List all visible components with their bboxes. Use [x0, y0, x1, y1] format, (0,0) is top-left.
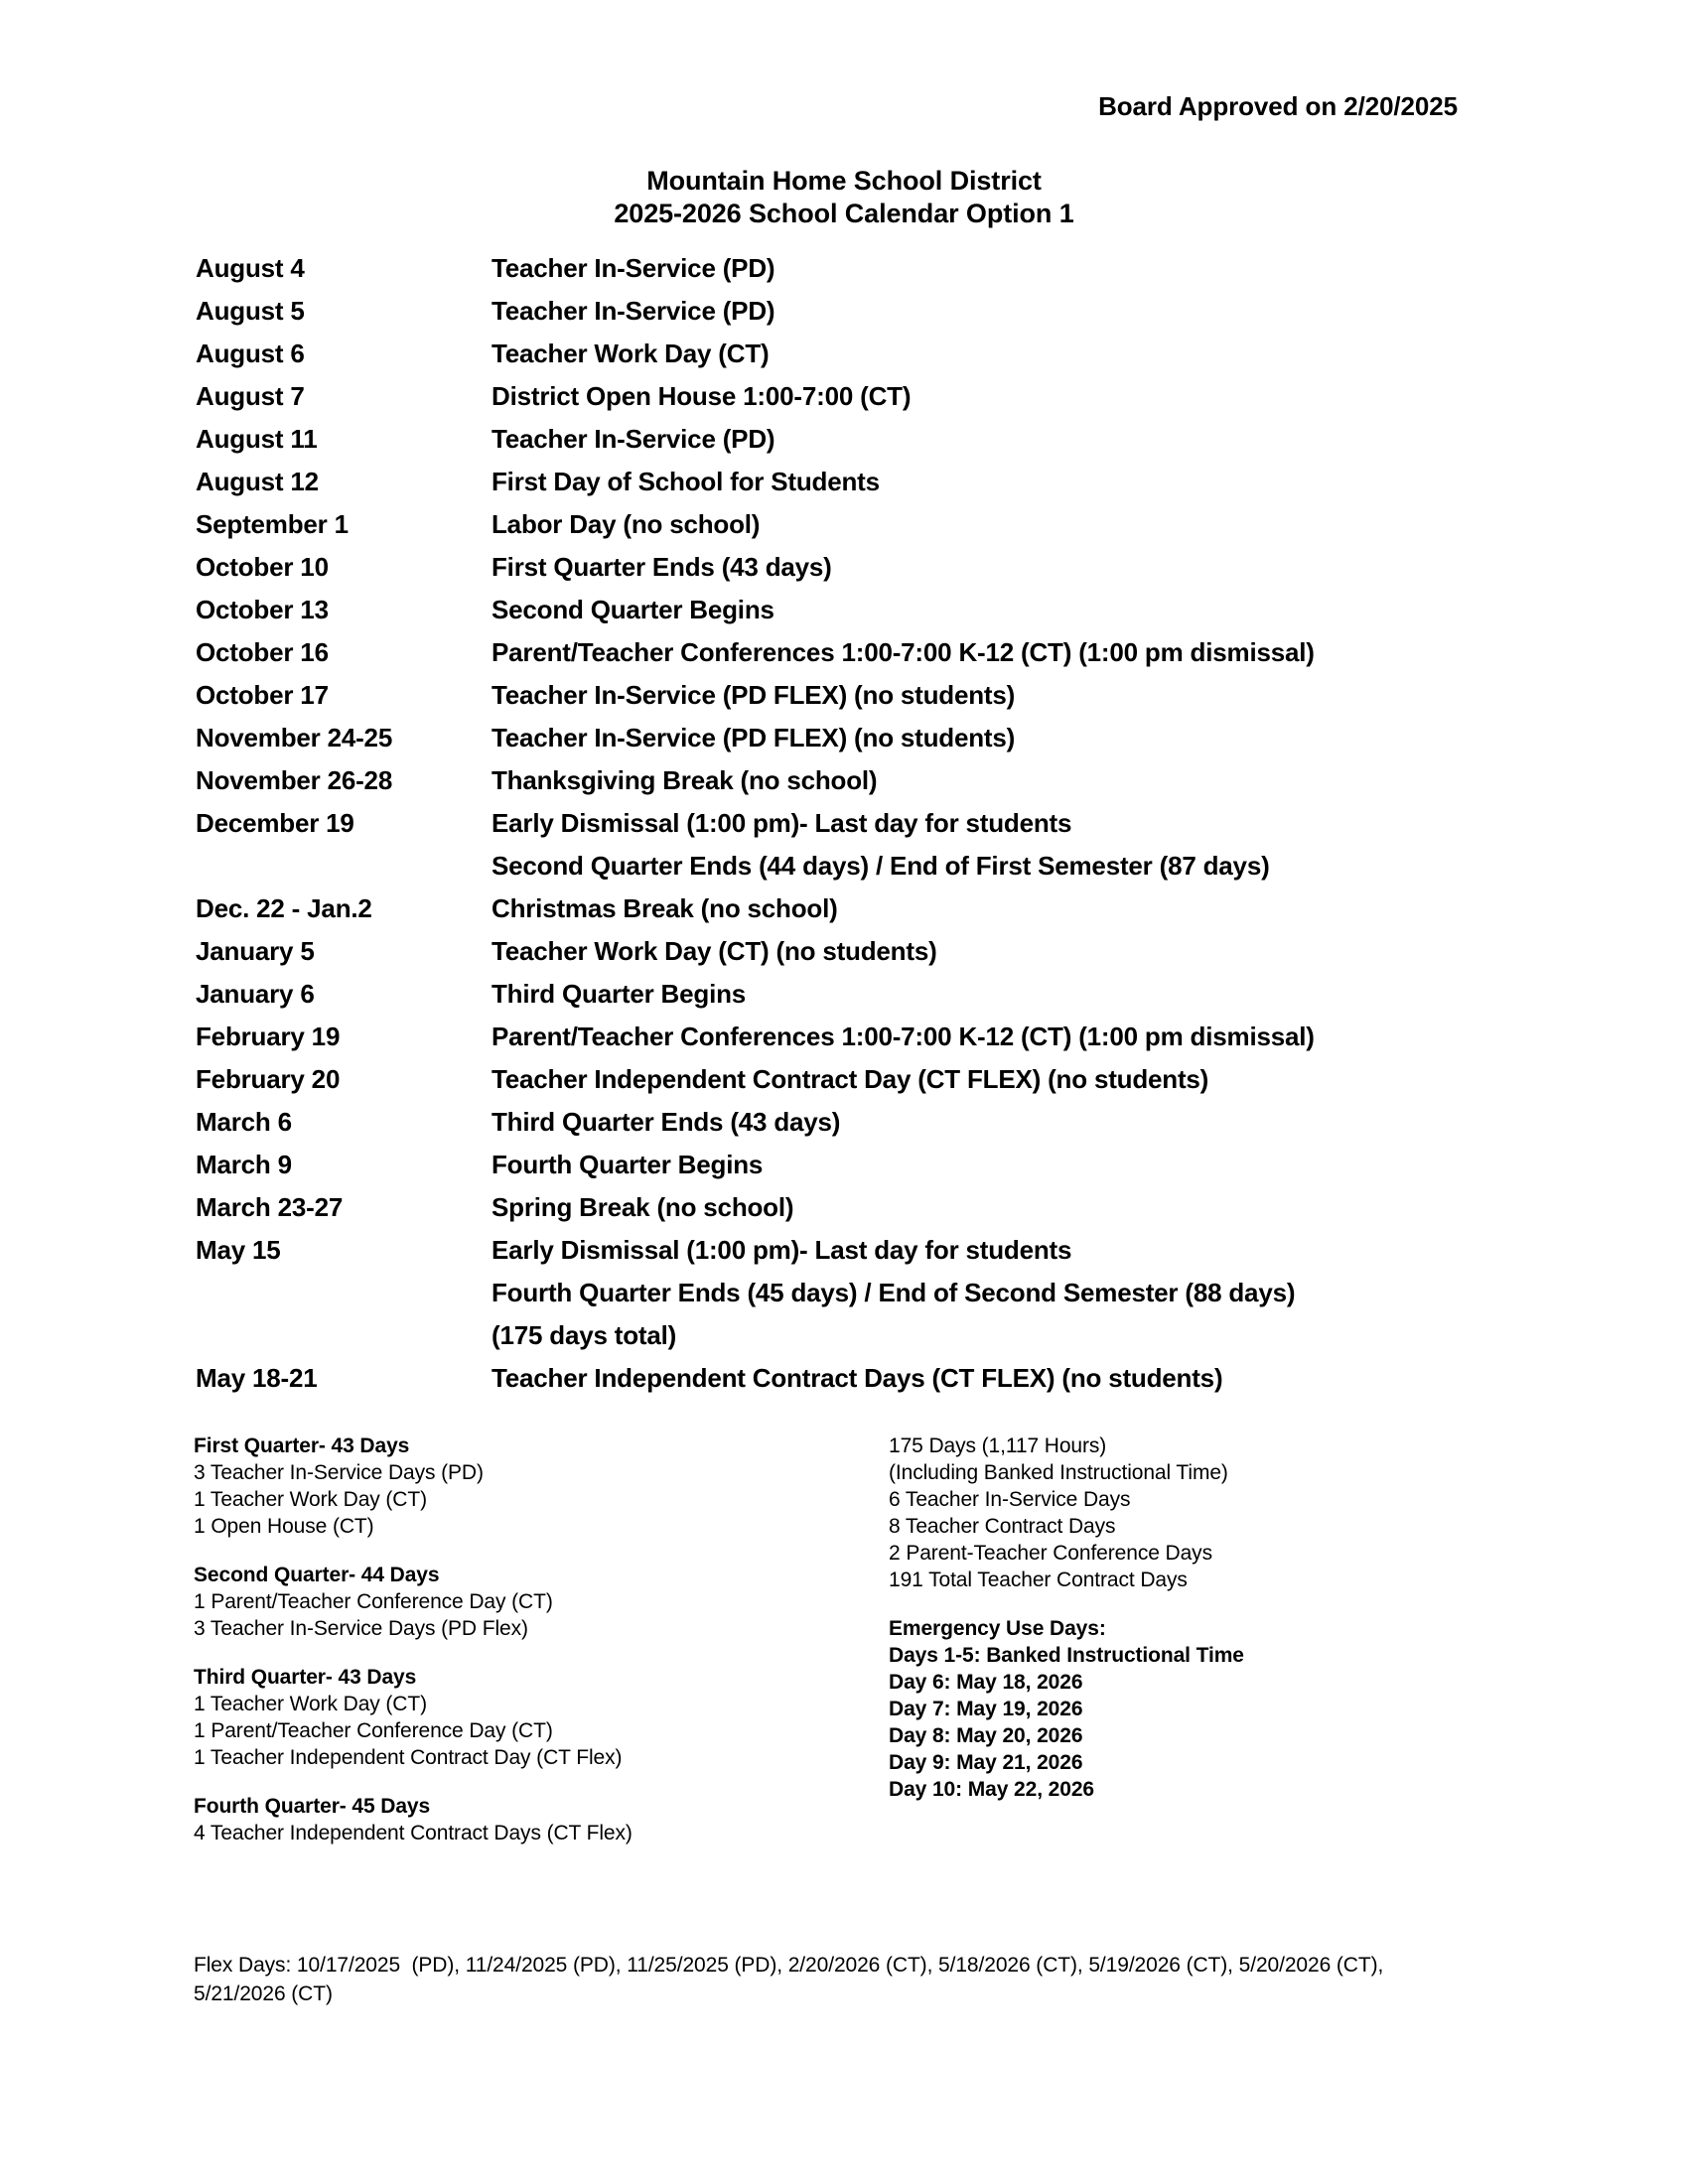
contract-totals-line: 6 Teacher In-Service Days [889, 1488, 1131, 1511]
quarter-summary-line: 1 Parent/Teacher Conference Day (CT) [194, 1719, 553, 1742]
calendar-row [196, 973, 1486, 1016]
emergency-use-days-line: Day 9: May 21, 2026 [889, 1751, 1083, 1774]
quarter-summary-group [194, 1793, 849, 1846]
document-title-block [0, 165, 1688, 230]
calendar-row-description [492, 887, 1486, 930]
contract-totals-line: 175 Days (1,117 Hours) [889, 1434, 1107, 1457]
calendar-description-line: Parent/Teacher Conferences 1:00-7:00 K-12 (CT) (1:00 pm dismissal) [492, 637, 1315, 667]
calendar-row-description [492, 717, 1486, 759]
calendar-description-line: Spring Break (no school) [492, 1192, 794, 1222]
contract-totals-line: (Including Banked Instructional Time) [889, 1461, 1228, 1484]
calendar-row-date: March 6 [196, 1107, 292, 1137]
calendar-row-description [492, 930, 1486, 973]
calendar-description-line: Labor Day (no school) [492, 509, 761, 539]
calendar-description-line: Thanksgiving Break (no school) [492, 765, 878, 795]
calendar-row-date: February 20 [196, 1064, 341, 1094]
calendar-row [196, 1016, 1486, 1058]
calendar-row-description [492, 973, 1486, 1016]
calendar-description-line: (175 days total) [492, 1320, 677, 1350]
quarter-summary-group [194, 1433, 849, 1540]
calendar-row-date: August 12 [196, 467, 319, 496]
calendar-description-line: Second Quarter Begins [492, 595, 774, 624]
calendar-description-line: Teacher Independent Contract Day (CT FLEX) (no students) [492, 1064, 1209, 1094]
contract-totals-line: 191 Total Teacher Contract Days [889, 1569, 1188, 1591]
calendar-row-description [492, 1186, 1486, 1229]
calendar-row-description [492, 802, 1486, 887]
calendar-row [196, 717, 1486, 759]
quarter-summary-line: 1 Parent/Teacher Conference Day (CT) [194, 1590, 553, 1613]
calendar-row-description [492, 1144, 1486, 1186]
emergency-use-days-line: Day 6: May 18, 2026 [889, 1671, 1083, 1694]
calendar-row-description [492, 1357, 1486, 1400]
calendar-row-description [492, 1058, 1486, 1101]
calendar-row-date: October 10 [196, 552, 329, 582]
calendar-row [196, 887, 1486, 930]
calendar-description-line: Parent/Teacher Conferences 1:00-7:00 K-12 (CT) (1:00 pm dismissal) [492, 1022, 1315, 1051]
calendar-description-line: Teacher In-Service (PD FLEX) (no students) [492, 723, 1016, 752]
calendar-row [196, 418, 1486, 461]
calendar-description-line: District Open House 1:00-7:00 (CT) [492, 381, 912, 411]
calendar-row-date: September 1 [196, 509, 349, 539]
quarter-summary-line: 1 Teacher Work Day (CT) [194, 1488, 427, 1511]
flex-days-footnote: Flex Days: 10/17/2025 (PD), 11/24/2025 (PD), 11/25/2025 (PD), 2/20/2026 (CT), 5/18/2026 (CT), 5/19/2026 (CT), 5/20/2026 (CT), 5/21/2026 (CT) [194, 1954, 1389, 2005]
emergency-use-days-line: Day 7: May 19, 2026 [889, 1698, 1083, 1720]
calendar-row-description [492, 1229, 1486, 1357]
calendar-description-line: First Quarter Ends (43 days) [492, 552, 832, 582]
calendar-row [196, 1229, 1486, 1357]
calendar-row [196, 247, 1486, 290]
calendar-row [196, 930, 1486, 973]
calendar-description-line: Teacher In-Service (PD) [492, 296, 775, 326]
calendar-row-description [492, 1016, 1486, 1058]
calendar-description-line: Teacher Work Day (CT) (no students) [492, 936, 937, 966]
calendar-description-line: Teacher Work Day (CT) [492, 339, 770, 368]
calendar-description-line: Christmas Break (no school) [492, 893, 838, 923]
quarter-summary-heading: Second Quarter- 44 Days [194, 1564, 440, 1586]
calendar-row-description [492, 1101, 1486, 1144]
calendar-row-description [492, 247, 1486, 290]
calendar-description-line: Fourth Quarter Ends (45 days) / End of Second Semester (88 days) [492, 1278, 1296, 1307]
calendar-row-date: March 9 [196, 1150, 292, 1179]
calendar-description-line: Teacher Independent Contract Days (CT FLEX) (no students) [492, 1363, 1223, 1393]
calendar-row-date: January 6 [196, 979, 315, 1009]
calendar-row [196, 333, 1486, 375]
calendar-row-date: Dec. 22 - Jan.2 [196, 893, 372, 923]
calendar-row-description [492, 759, 1486, 802]
emergency-use-days-line: Day 10: May 22, 2026 [889, 1778, 1094, 1801]
calendar-description-line: Third Quarter Ends (43 days) [492, 1107, 841, 1137]
calendar-row [196, 375, 1486, 418]
calendar-description-line: Early Dismissal (1:00 pm)- Last day for students [492, 1235, 1072, 1265]
quarter-summary-line: 3 Teacher In-Service Days (PD Flex) [194, 1617, 528, 1640]
calendar-row-date: August 4 [196, 253, 305, 283]
calendar-event-list [196, 247, 1486, 1400]
calendar-row-description [492, 375, 1486, 418]
calendar-row [196, 1186, 1486, 1229]
calendar-row-date: May 15 [196, 1235, 281, 1265]
calendar-row-date: December 19 [196, 808, 354, 838]
emergency-use-days-group [889, 1615, 1494, 1803]
calendar-row [196, 1357, 1486, 1400]
quarter-summary-group [194, 1562, 849, 1642]
calendar-row [196, 461, 1486, 503]
calendar-row-date: May 18-21 [196, 1363, 318, 1393]
calendar-row-date: August 5 [196, 296, 305, 326]
calendar-row-date: October 16 [196, 637, 329, 667]
contract-totals-line: 8 Teacher Contract Days [889, 1515, 1116, 1538]
contract-totals-group [889, 1433, 1494, 1593]
calendar-row [196, 674, 1486, 717]
calendar-row-date: October 13 [196, 595, 329, 624]
emergency-use-days-heading: Emergency Use Days: [889, 1617, 1106, 1640]
calendar-row-description [492, 631, 1486, 674]
calendar-row-date: October 17 [196, 680, 329, 710]
calendar-row [196, 1144, 1486, 1186]
totals-summary-column [889, 1433, 1494, 1803]
calendar-row [196, 802, 1486, 887]
quarter-summary-line: 1 Teacher Independent Contract Day (CT Flex) [194, 1746, 623, 1769]
quarter-summary-group [194, 1664, 849, 1771]
calendar-row-date: November 24-25 [196, 723, 393, 752]
calendar-description-line: Teacher In-Service (PD) [492, 253, 775, 283]
district-name: Mountain Home School District [646, 166, 1042, 196]
quarter-summary-heading: Third Quarter- 43 Days [194, 1666, 417, 1689]
calendar-row [196, 503, 1486, 546]
quarter-summary-line: 1 Open House (CT) [194, 1515, 374, 1538]
quarter-summary-heading: Fourth Quarter- 45 Days [194, 1795, 431, 1818]
calendar-row-date: March 23-27 [196, 1192, 344, 1222]
calendar-row-description [492, 546, 1486, 589]
quarter-summary-line: 3 Teacher In-Service Days (PD) [194, 1461, 484, 1484]
calendar-description-line: First Day of School for Students [492, 467, 880, 496]
calendar-row-date: November 26-28 [196, 765, 393, 795]
quarter-summary-line: 4 Teacher Independent Contract Days (CT Flex) [194, 1822, 633, 1844]
calendar-row-date: August 11 [196, 424, 318, 454]
calendar-row-date: August 6 [196, 339, 305, 368]
calendar-description-line: Teacher In-Service (PD) [492, 424, 775, 454]
board-approval-note: Board Approved on 2/20/2025 [1098, 91, 1458, 121]
quarter-summary-heading: First Quarter- 43 Days [194, 1434, 410, 1457]
quarter-summary-column [194, 1433, 849, 1846]
calendar-row-date: February 19 [196, 1022, 341, 1051]
calendar-description-line: Third Quarter Begins [492, 979, 747, 1009]
calendar-row [196, 631, 1486, 674]
calendar-description-line: Fourth Quarter Begins [492, 1150, 764, 1179]
calendar-row-description [492, 290, 1486, 333]
calendar-subtitle: 2025-2026 School Calendar Option 1 [614, 199, 1074, 228]
calendar-description-line: Second Quarter Ends (44 days) / End of First Semester (87 days) [492, 851, 1270, 881]
calendar-description-line: Teacher In-Service (PD FLEX) (no students) [492, 680, 1016, 710]
quarter-summary-line: 1 Teacher Work Day (CT) [194, 1693, 427, 1715]
calendar-row [196, 290, 1486, 333]
calendar-row-description [492, 503, 1486, 546]
calendar-row [196, 546, 1486, 589]
calendar-row [196, 1058, 1486, 1101]
emergency-use-days-line: Day 8: May 20, 2026 [889, 1724, 1083, 1747]
calendar-row-description [492, 418, 1486, 461]
emergency-use-days-line: Days 1-5: Banked Instructional Time [889, 1644, 1244, 1667]
contract-totals-line: 2 Parent-Teacher Conference Days [889, 1542, 1212, 1565]
calendar-row-date: January 5 [196, 936, 315, 966]
calendar-row [196, 759, 1486, 802]
calendar-row-description [492, 333, 1486, 375]
calendar-row-description [492, 589, 1486, 631]
calendar-row-description [492, 674, 1486, 717]
calendar-row-date: August 7 [196, 381, 305, 411]
calendar-row-description [492, 461, 1486, 503]
calendar-description-line: Early Dismissal (1:00 pm)- Last day for students [492, 808, 1072, 838]
calendar-row [196, 1101, 1486, 1144]
calendar-row [196, 589, 1486, 631]
